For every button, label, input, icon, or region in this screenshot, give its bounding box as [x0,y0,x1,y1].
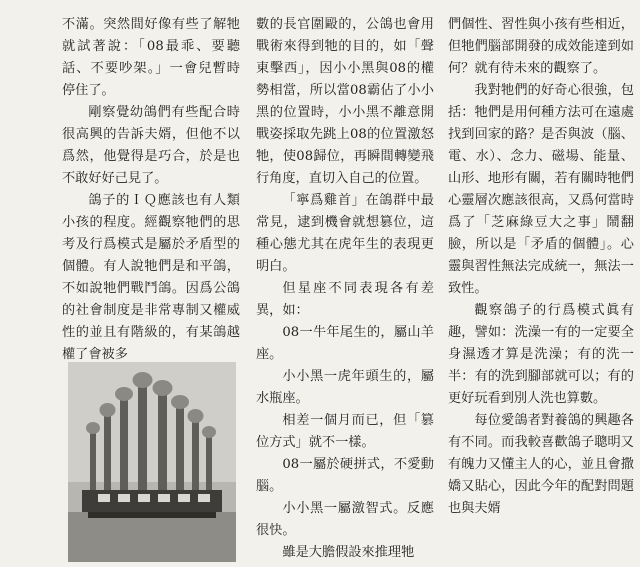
text-column-3 [448,14,634,520]
paragraph: 們個性、習性與小孩有些相近，但牠們腦部開發的成效能達到如何？就有待未來的觀察了。 [448,17,634,76]
paragraph: 每位愛鴿者對養鴿的興趣各有不同。而我較喜歡鴿子聰明又有魄力又懂主人的心，並且會撒嬌又貼心，因此今年的配對問題也與夫婿 [448,413,634,516]
trophy-table-photo-icon [68,362,236,562]
paragraph: 數的長官圍毆的，公鴿也會用戰術來得到牠的目的，如「聲東擊西」，因小小黑與08的權勢相當，所以當08霸佔了小小黑的位置時，小小黑不離意開戰姿採取先跳上08的位置激怒牠，使08歸位，再瞬間轉變飛行角度，直切入自己的位置。 [256,17,434,186]
paragraph: 小小黑一屬激智式。反應很快。 [256,501,434,538]
paragraph: 08一牛年尾生的，屬山羊座。 [256,325,434,362]
text-column-2 [256,14,434,564]
paragraph: 但星座不同表現各有差異，如： [256,281,434,318]
paragraph: 雖是大膽假設來推理牠 [282,545,415,560]
trophy-photo [68,362,236,562]
paragraph: 我對牠們的好奇心很強，包括：牠們是用何種方法可在遠處找到回家的路？是否與波（腦、電、水）、念力、磁場、能量、山形、地形有關，若有關時牠們心靈層次應該很高，又爲何當時爲了「芝麻綠豆大之事」鬧翻臉，所以是「矛盾的個體」。心靈與習性無法完成統一，無法一致性。 [448,83,634,296]
paragraph: 「寧爲雞首」在鴿群中最常見，逮到機會就想篡位，這種心態尤其在虎年生的表現更明白。 [256,193,434,274]
paragraph: 08一屬於硬拼式，不愛動腦。 [256,457,434,494]
paragraph: 鴿子的ＩＱ應該也有人類小孩的程度。經觀察牠們的思考及行爲模式是屬於矛盾型的個體。有人說牠們是和平鴿，不如說牠們戰鬥鴿。因爲公鴿的社會制度是非常專制又權威性的並且有階級的，有某鴿越權了會被多 [62,193,240,362]
paragraph: 小小黑一虎年頭生的，屬水瓶座。 [256,369,434,406]
text-column-1 [62,14,240,366]
paragraph: 剛察覺幼鴿們有些配合時很高興的告訴夫婿，但他不以爲然，他覺得是巧合，於是也不敢好好己見了。 [62,105,240,186]
paragraph: 觀察鴿子的行爲模式眞有趣，譬如：洗澡一有的一定要全身濕透才算是洗澡；有的洗一半：有的洗到腳部就可以；有的更好玩看到別人洗也算數。 [448,303,634,406]
paragraph: 不滿。突然間好像有些了解牠就試著說：「08最乖、要聽話、不要吵架。」一會兒暫時停住了。 [62,17,240,98]
paragraph: 相差一個月而已，但「篡位方式」就不一樣。 [256,413,434,450]
